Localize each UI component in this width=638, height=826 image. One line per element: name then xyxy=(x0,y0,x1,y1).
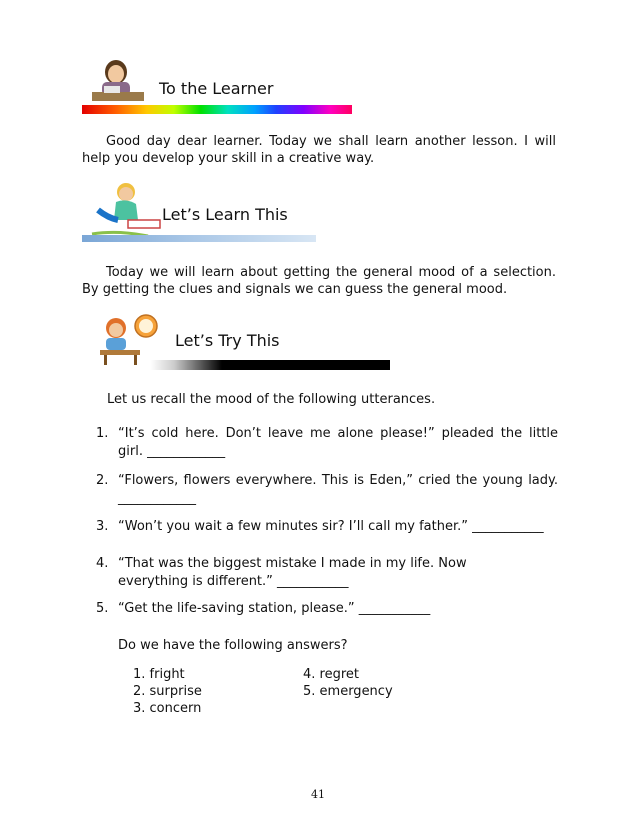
heading-to-the-learner: To the Learner xyxy=(159,79,274,98)
page-number: 41 xyxy=(311,788,325,801)
list-item: 2. “Flowers, flowers everywhere. This is Eden,” cried the young lady. ____________ xyxy=(96,473,558,506)
heading-lets-learn-this: Let’s Learn This xyxy=(162,205,288,224)
teacher-at-desk-icon xyxy=(86,56,150,106)
list-item: 3. “Won’t you wait a few minutes sir? I’ll call my father.” ___________ xyxy=(96,519,544,534)
blue-divider xyxy=(82,235,316,242)
learn-paragraph: Today we will learn about getting the general mood of a selection. By getting the clues and signals we can guess the general mood. xyxy=(82,265,556,297)
list-item: 4. “That was the biggest mistake I made in my life. Now everything is different.” ___________ xyxy=(96,556,467,589)
list-item: 1. “It’s cold here. Don’t leave me alone please!” pleaded the little girl. ____________ xyxy=(96,426,558,459)
answer-item: 2. surprise xyxy=(133,684,202,699)
answers-right-column xyxy=(303,666,453,700)
learner-paragraph: Good day dear learner. Today we shall learn another lesson. I will help you develop your skill in a creative way. xyxy=(82,134,556,166)
answer-item: 3. concern xyxy=(133,701,202,716)
list-item: 5. “Get the life-saving station, please.” ___________ xyxy=(96,601,431,616)
answer-item: 4. regret xyxy=(303,667,359,682)
answer-item: 1. fright xyxy=(133,667,185,682)
girl-studying-icon xyxy=(94,310,164,366)
answers-left-column xyxy=(133,666,283,717)
try-intro: Let us recall the mood of the following utterances. xyxy=(107,392,436,407)
heading-lets-try-this: Let’s Try This xyxy=(175,331,280,350)
boy-reading-icon xyxy=(88,180,164,242)
rainbow-divider xyxy=(82,105,352,114)
black-divider xyxy=(150,360,390,370)
answers-question: Do we have the following answers? xyxy=(118,638,348,653)
answer-item: 5. emergency xyxy=(303,684,393,699)
